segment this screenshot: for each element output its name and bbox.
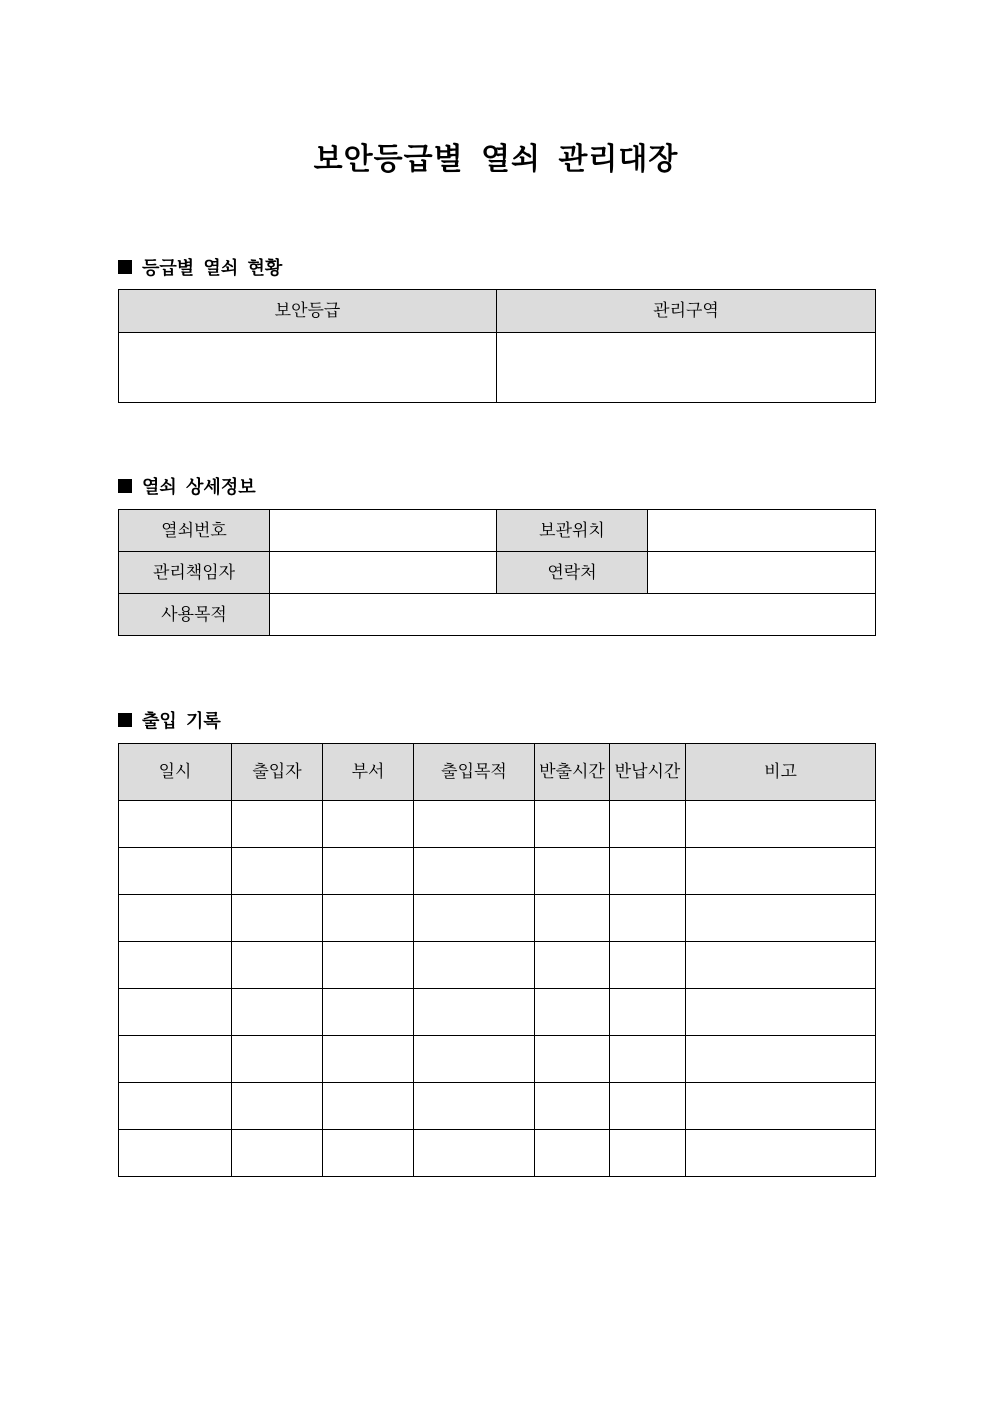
table-cell[interactable]: [232, 801, 323, 848]
table-cell[interactable]: [119, 1036, 232, 1083]
table-cell[interactable]: [414, 989, 535, 1036]
table-cell[interactable]: [323, 942, 414, 989]
table-cell[interactable]: [119, 1083, 232, 1130]
access-log-table: [118, 743, 876, 1177]
table-cell[interactable]: [232, 989, 323, 1036]
table-cell[interactable]: [686, 1083, 876, 1130]
security-grade-cell[interactable]: [119, 333, 497, 403]
table-cell[interactable]: [232, 848, 323, 895]
label-purpose: 사용목적: [119, 594, 270, 636]
table-row: [119, 895, 876, 942]
column-header-department: 부서: [323, 744, 414, 801]
table-cell[interactable]: [232, 942, 323, 989]
table-cell[interactable]: [232, 895, 323, 942]
table-cell[interactable]: [686, 895, 876, 942]
table-cell[interactable]: [323, 989, 414, 1036]
column-header-datetime: 일시: [119, 744, 232, 801]
section-heading-key-details: [118, 473, 256, 499]
section-heading-grade-status: [118, 254, 282, 280]
table-row: [119, 989, 876, 1036]
table-cell[interactable]: [535, 895, 610, 942]
contact-field[interactable]: [648, 552, 876, 594]
column-header-access-purpose: 출입목적: [414, 744, 535, 801]
column-header-return-time: 반납시간: [610, 744, 686, 801]
label-contact: 연락처: [497, 552, 648, 594]
table-cell[interactable]: [686, 989, 876, 1036]
table-cell[interactable]: [686, 801, 876, 848]
table-row: [119, 942, 876, 989]
table-cell[interactable]: [610, 895, 686, 942]
access-log-body: [119, 801, 876, 1177]
table-cell[interactable]: [232, 1036, 323, 1083]
table-cell[interactable]: [323, 895, 414, 942]
table-cell[interactable]: [610, 1130, 686, 1177]
black-square-icon: [118, 713, 132, 727]
table-row: [119, 1036, 876, 1083]
label-key-number: 열쇠번호: [119, 510, 270, 552]
table-cell[interactable]: [535, 1083, 610, 1130]
table-cell[interactable]: [535, 942, 610, 989]
label-manager: 관리책임자: [119, 552, 270, 594]
key-details-table: [118, 509, 876, 636]
table-cell[interactable]: [119, 801, 232, 848]
table-row: [119, 848, 876, 895]
section-heading-label: 열쇠 상세정보: [142, 477, 256, 498]
table-cell[interactable]: [686, 848, 876, 895]
table-cell[interactable]: [414, 1130, 535, 1177]
grade-status-table: [118, 289, 876, 403]
table-cell[interactable]: [414, 848, 535, 895]
column-header-security-grade: 보안등급: [119, 290, 497, 333]
purpose-field[interactable]: [270, 594, 876, 636]
table-cell[interactable]: [610, 801, 686, 848]
table-cell[interactable]: [686, 942, 876, 989]
black-square-icon: [118, 260, 132, 274]
table-cell[interactable]: [414, 801, 535, 848]
table-cell[interactable]: [232, 1130, 323, 1177]
table-cell[interactable]: [119, 989, 232, 1036]
manager-field[interactable]: [270, 552, 497, 594]
table-cell[interactable]: [414, 942, 535, 989]
column-header-visitor: 출입자: [232, 744, 323, 801]
key-number-field[interactable]: [270, 510, 497, 552]
table-cell[interactable]: [610, 1036, 686, 1083]
section-heading-access-log: [118, 707, 221, 733]
table-cell[interactable]: [119, 1130, 232, 1177]
section-heading-label: 등급별 열쇠 현황: [142, 258, 283, 279]
table-cell[interactable]: [535, 989, 610, 1036]
table-cell[interactable]: [535, 1130, 610, 1177]
table-cell[interactable]: [610, 848, 686, 895]
table-cell[interactable]: [414, 1036, 535, 1083]
column-header-remarks: 비고: [686, 744, 876, 801]
column-header-managed-area: 관리구역: [497, 290, 876, 333]
table-cell[interactable]: [232, 1083, 323, 1130]
table-cell[interactable]: [119, 895, 232, 942]
label-storage-location: 보관위치: [497, 510, 648, 552]
table-row: [119, 801, 876, 848]
table-cell[interactable]: [414, 1083, 535, 1130]
managed-area-cell[interactable]: [497, 333, 876, 403]
table-cell[interactable]: [686, 1036, 876, 1083]
table-cell[interactable]: [535, 848, 610, 895]
page-title: 보안등급별 열쇠 관리대장: [313, 142, 679, 177]
table-cell[interactable]: [414, 895, 535, 942]
table-cell[interactable]: [535, 801, 610, 848]
table-cell[interactable]: [323, 1036, 414, 1083]
section-heading-label: 출입 기록: [142, 711, 221, 732]
table-cell[interactable]: [610, 1083, 686, 1130]
table-row: [119, 1130, 876, 1177]
column-header-checkout-time: 반출시간: [535, 744, 610, 801]
table-cell[interactable]: [323, 1130, 414, 1177]
table-cell[interactable]: [610, 942, 686, 989]
table-cell[interactable]: [535, 1036, 610, 1083]
table-cell[interactable]: [119, 848, 232, 895]
table-cell[interactable]: [323, 1083, 414, 1130]
storage-location-field[interactable]: [648, 510, 876, 552]
table-cell[interactable]: [686, 1130, 876, 1177]
table-cell[interactable]: [119, 942, 232, 989]
table-cell[interactable]: [323, 801, 414, 848]
black-square-icon: [118, 479, 132, 493]
table-row: [119, 1083, 876, 1130]
table-cell[interactable]: [323, 848, 414, 895]
table-cell[interactable]: [610, 989, 686, 1036]
